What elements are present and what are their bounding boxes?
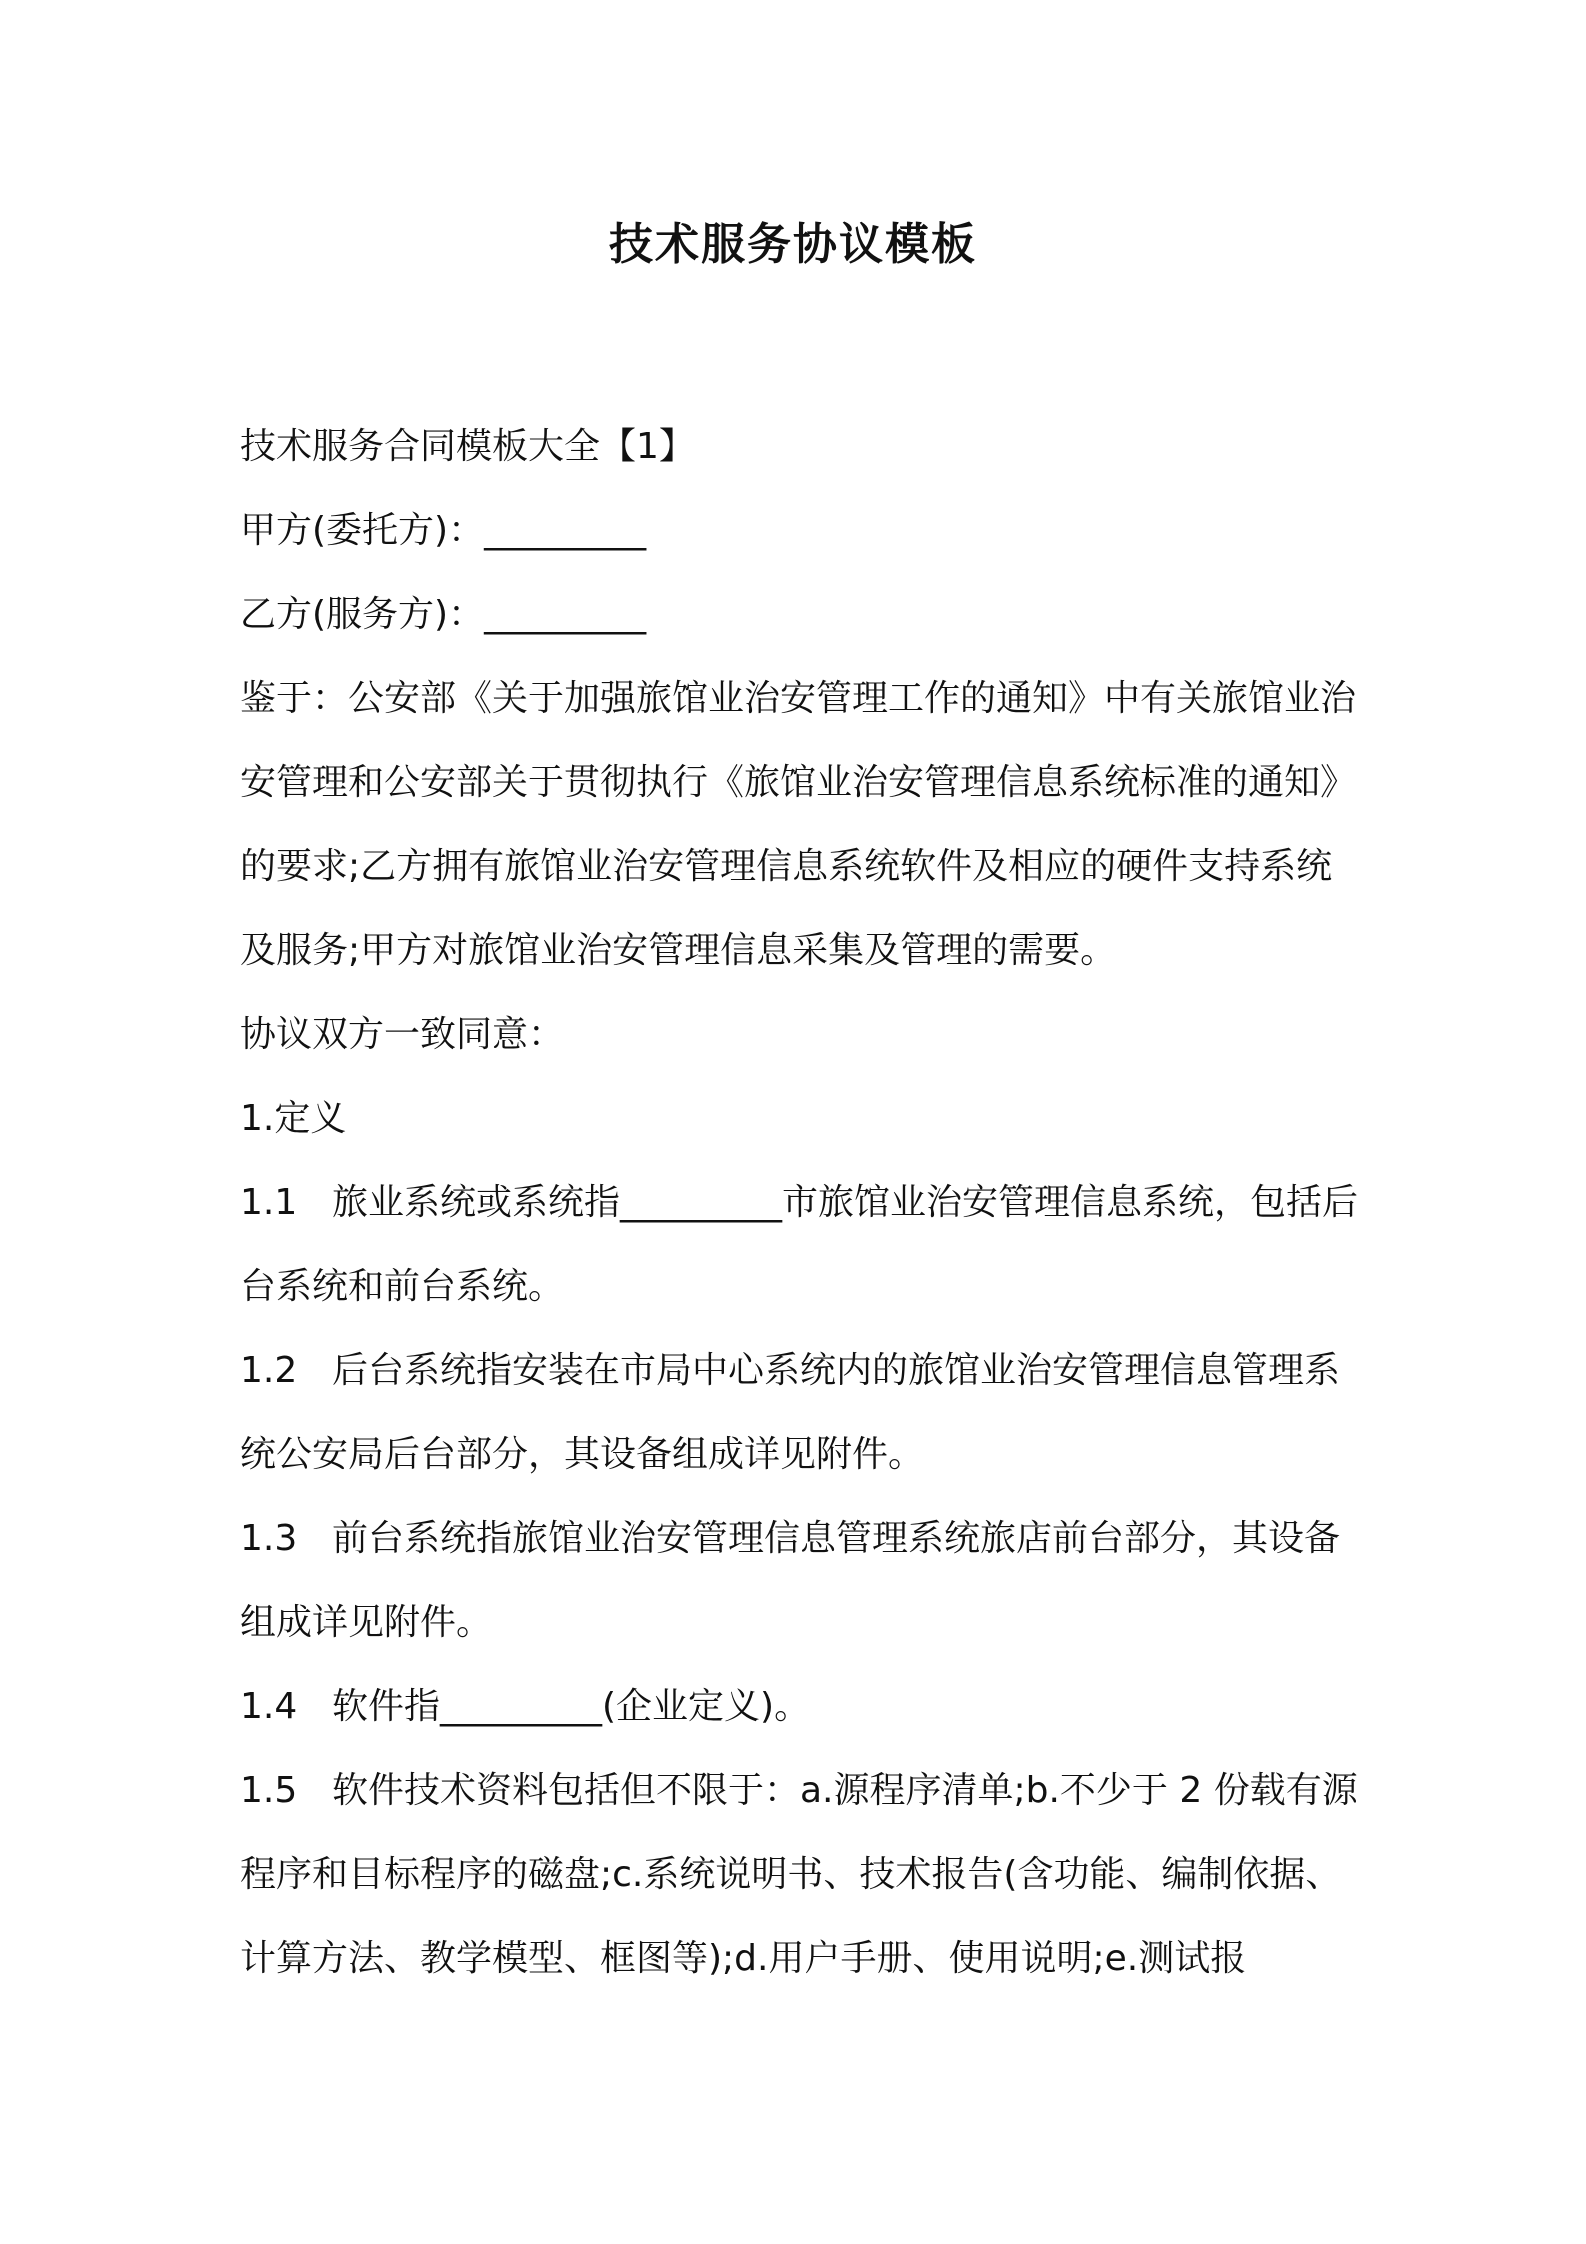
clause-number: 1.5 xyxy=(240,1770,298,1811)
paragraph-agreement xyxy=(240,993,1360,1077)
paragraph-text: 协议双方一致同意： xyxy=(240,1014,565,1055)
clause-text: 软件指_________(企业定义)。 xyxy=(332,1686,811,1727)
clause-number: 1.4 xyxy=(240,1686,298,1727)
clause-number: 1.3 xyxy=(240,1518,298,1559)
paragraph-party-a xyxy=(240,489,1360,573)
clause-number: 1.2 xyxy=(240,1350,298,1391)
clause-text: 软件技术资料包括但不限于：a.源程序清单;b.不少于 2 份载有源程序和目标程序的磁盘;c.系统说明书、技术报告(含功能、编制依据、计算方法、教学模型、框图等);d.用户手册、使用说明;e.测试报 xyxy=(240,1770,1358,1979)
paragraph-text: 甲方(委托方)：_________ xyxy=(240,510,647,551)
clause-text: 旅业系统或系统指_________市旅馆业治安管理信息系统，包括后台系统和前台系统。 xyxy=(240,1182,1359,1307)
paragraph-text: 技术服务合同模板大全【1】 xyxy=(240,426,695,467)
clause-1-2 xyxy=(240,1329,1360,1497)
document-title: 技术服务协议模板 xyxy=(609,219,977,270)
paragraph-text: 鉴于：公安部《关于加强旅馆业治安管理工作的通知》中有关旅馆业治安管理和公安部关于贯彻执行《旅馆业治安管理信息系统标准的通知》的要求;乙方拥有旅馆业治安管理信息系统软件及相应的硬件支持系统及服务;甲方对旅馆业治安管理信息采集及管理的需要。 xyxy=(240,678,1357,971)
paragraph-text: 1.定义 xyxy=(240,1098,347,1139)
clause-number: 1.1 xyxy=(240,1182,298,1223)
clause-1-4 xyxy=(240,1665,1360,1749)
paragraph-text: 乙方(服务方)：_________ xyxy=(240,594,647,635)
section-heading-definitions xyxy=(240,1077,1360,1161)
paragraph-whereas xyxy=(240,657,1360,993)
clause-text: 前台系统指旅馆业治安管理信息管理系统旅店前台部分，其设备组成详见附件。 xyxy=(240,1518,1341,1643)
clause-text: 后台系统指安装在市局中心系统内的旅馆业治安管理信息管理系统公安局后台部分，其设备组成详见附件。 xyxy=(240,1350,1341,1475)
document-body xyxy=(240,405,1360,2001)
paragraph-heading xyxy=(240,405,1360,489)
clause-1-1 xyxy=(240,1161,1360,1329)
clause-1-3 xyxy=(240,1497,1360,1665)
clause-1-5 xyxy=(240,1749,1360,2001)
paragraph-party-b xyxy=(240,573,1360,657)
